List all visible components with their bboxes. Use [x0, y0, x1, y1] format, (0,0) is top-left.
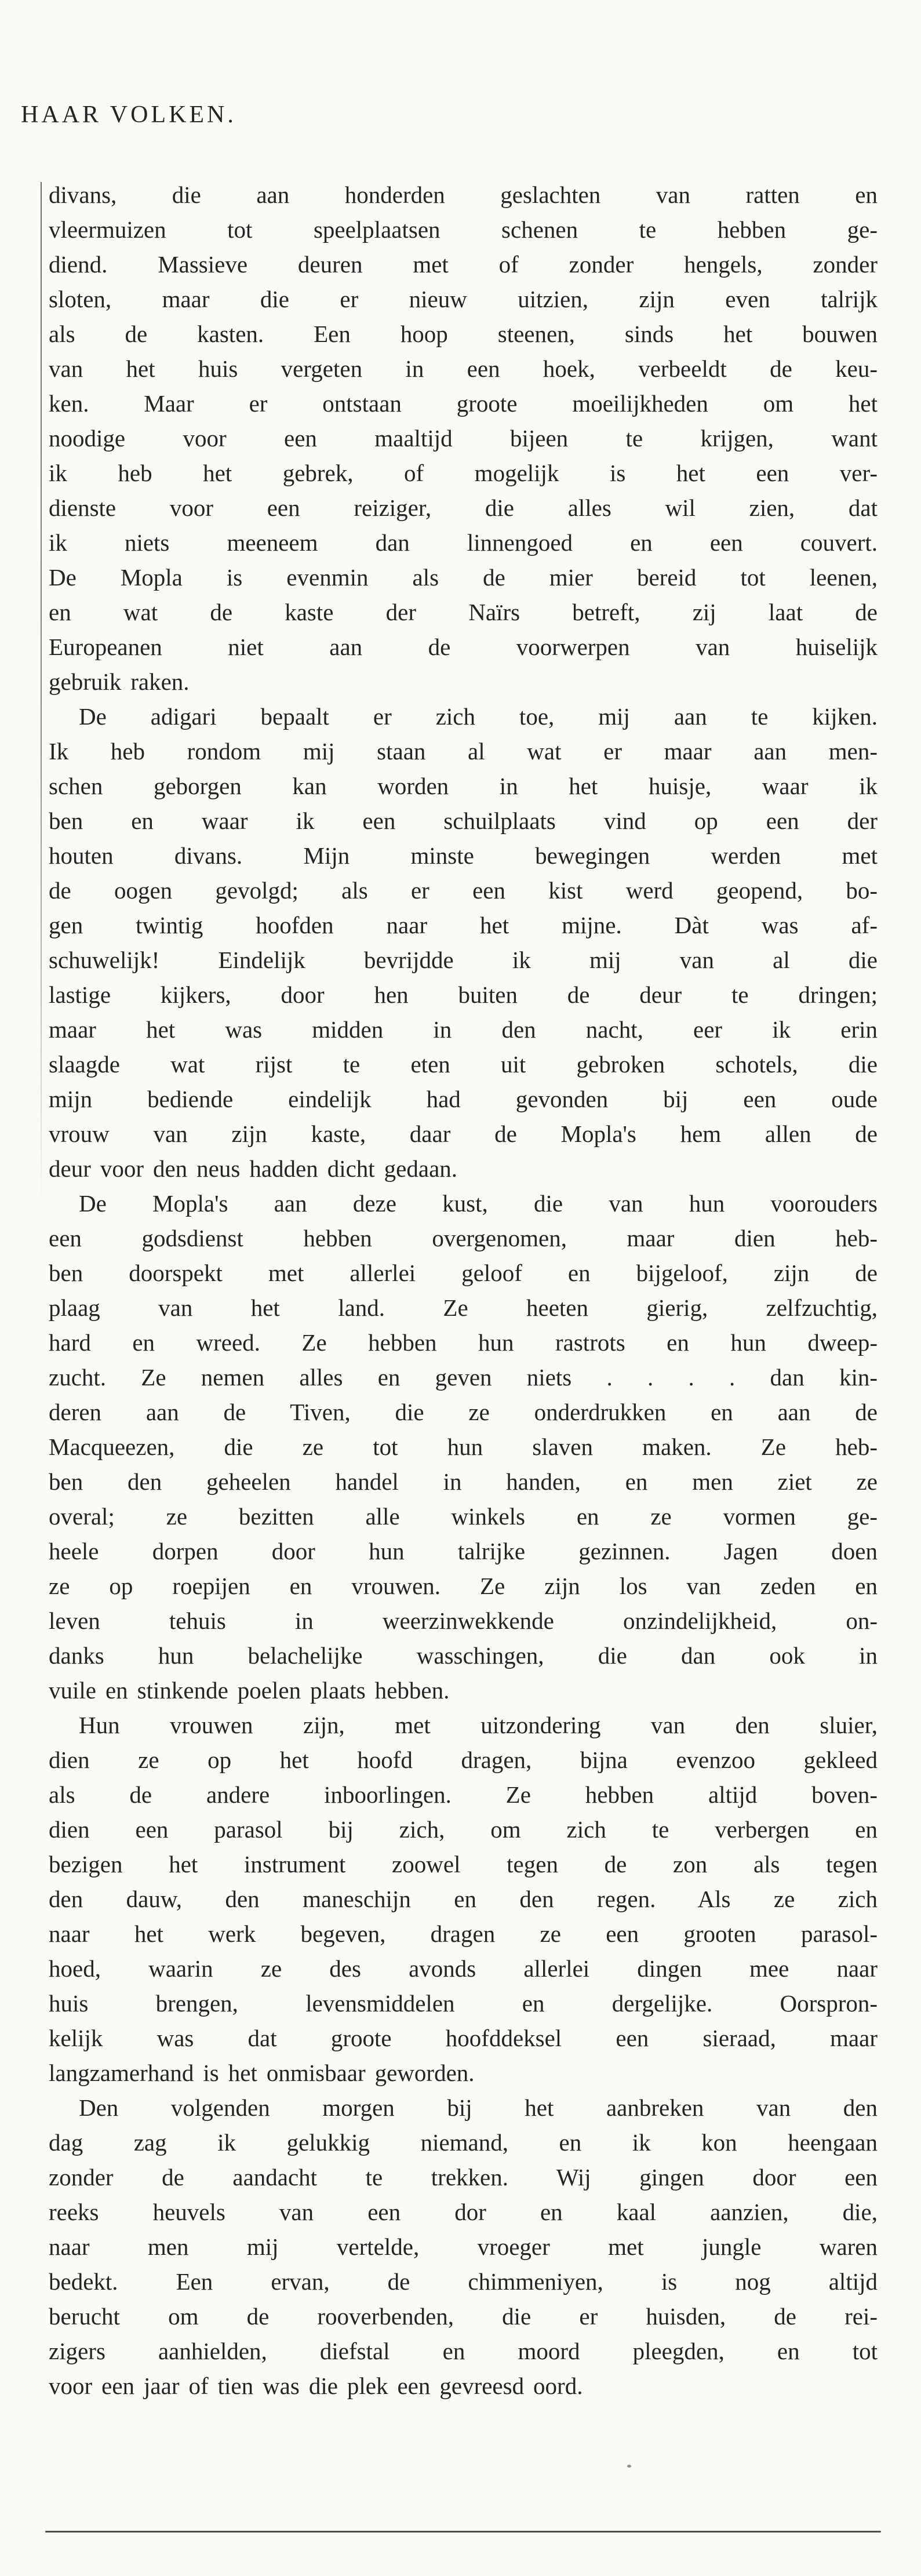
text-line: overal; ze bezitten alle winkels en ze vormen ge-: [49, 1503, 878, 1530]
paragraph: [49, 1708, 878, 2090]
bottom-edge-line: [45, 2531, 881, 2533]
text-line: de oogen gevolgd; als er een kist werd geopend, bo-: [49, 877, 878, 904]
text-line: leven tehuis in weerzinwekkende onzindelijkheid, on-: [49, 1607, 878, 1634]
text-line: kelijk was dat groote hoofddeksel een sieraad, maar: [49, 2025, 878, 2051]
paragraph: [49, 1186, 878, 1708]
text-line: reeks heuvels van een dor en kaal aanzien, die,: [49, 2199, 878, 2225]
text-line: De adigari bepaalt er zich toe, mij aan te kijken.: [79, 703, 878, 730]
text-line: diend. Massieve deuren met of zonder hengels, zonder: [49, 251, 878, 278]
paragraph: [49, 177, 878, 699]
text-line: van het huis vergeten in een hoek, verbeeldt de keu-: [49, 355, 878, 382]
text-line: ik niets meeneem dan linnengoed en een couvert.: [49, 529, 878, 556]
text-line: lastige kijkers, door hen buiten de deur te dringen;: [49, 981, 878, 1008]
text-line: ken. Maar er ontstaan groote moeilijkheden om het: [49, 390, 878, 417]
text-line: en wat de kaste der Naïrs betreft, zij laat de: [49, 599, 878, 625]
text-line: De Mopla is evenmin als de mier bereid tot leenen,: [49, 564, 878, 591]
paragraph: [49, 699, 878, 1186]
text-line: Ik heb rondom mij staan al wat er maar aan men-: [49, 738, 878, 765]
text-line: bedekt. Een ervan, de chimmeniyen, is nog altijd: [49, 2268, 878, 2295]
text-line: deren aan de Tiven, die ze onderdrukken en aan de: [49, 1399, 878, 1425]
text-line: ze op roepijen en vrouwen. Ze zijn los van zeden en: [49, 1573, 878, 1599]
text-line: Europeanen niet aan de voorwerpen van huiselijk: [49, 634, 878, 660]
text-line: schen geborgen kan worden in het huisje, waar ik: [49, 773, 878, 799]
text-line: gen twintig hoofden naar het mijne. Dàt was af-: [49, 912, 878, 938]
text-line: naar men mij vertelde, vroeger met jungle waren: [49, 2233, 878, 2260]
body-text: [49, 177, 878, 2403]
text-line: hoed, waarin ze des avonds allerlei dingen mee naar: [49, 1955, 878, 1982]
text-line: ik heb het gebrek, of mogelijk is het een ver-: [49, 460, 878, 486]
text-line: naar het werk begeven, dragen ze een grooten parasol-: [49, 1920, 878, 1947]
text-line: danks hun belachelijke wasschingen, die dan ook in: [49, 1642, 878, 1669]
text-line: Den volgenden morgen bij het aanbreken van den: [79, 2094, 878, 2121]
text-line: sloten, maar die er nieuw uitzien, zijn even talrijk: [49, 286, 878, 312]
text-line: vuile en stinkende poelen plaats hebben.: [49, 1677, 450, 1704]
text-line: De Mopla's aan deze kust, die van hun voorouders: [79, 1190, 878, 1217]
text-line: zigers aanhielden, diefstal en moord pleegden, en tot: [49, 2338, 878, 2364]
text-line: Macqueezen, die ze tot hun slaven maken. Ze heb-: [49, 1433, 878, 1460]
text-line: divans, die aan honderden geslachten van ratten en: [49, 181, 878, 208]
text-line: houten divans. Mijn minste bewegingen werden met: [49, 842, 878, 869]
text-line: hard en wreed. Ze hebben hun rastrots en hun dweep-: [49, 1329, 878, 1356]
text-line: ben den geheelen handel in handen, en men ziet ze: [49, 1468, 878, 1495]
text-line: den dauw, den maneschijn en den regen. Als ze zich: [49, 1886, 878, 1912]
text-line: vrouw van zijn kaste, daar de Mopla's hem allen de: [49, 1120, 878, 1147]
paragraph: [49, 2090, 878, 2403]
text-line: plaag van het land. Ze heeten gierig, zelfzuchtig,: [49, 1294, 878, 1321]
text-line: als de kasten. Een hoop steenen, sinds het bouwen: [49, 321, 878, 347]
text-line: voor een jaar of tien was die plek een gevreesd oord.: [49, 2373, 583, 2399]
page-header: HAAR VOLKEN.: [21, 101, 236, 128]
text-line: als de andere inboorlingen. Ze hebben altijd boven-: [49, 1781, 878, 1808]
text-line: dien ze op het hoofd dragen, bijna evenzoo gekleed: [49, 1747, 878, 1773]
text-line: zucht. Ze nemen alles en geven niets . . . . dan kin-: [49, 1364, 878, 1391]
text-line: dag zag ik gelukkig niemand, en ik kon heengaan: [49, 2129, 878, 2156]
text-line: mijn bediende eindelijk had gevonden bij een oude: [49, 1086, 878, 1112]
text-line: huis brengen, levensmiddelen en dergelijke. Oorspron-: [49, 1990, 878, 2017]
text-line: ben en waar ik een schuilplaats vind op een der: [49, 807, 878, 834]
text-line: Hun vrouwen zijn, met uitzondering van den sluier,: [79, 1712, 878, 1738]
text-line: vleermuizen tot speelplaatsen schenen te hebben ge-: [49, 216, 878, 243]
text-line: langzamerhand is het onmisbaar geworden.: [49, 2060, 475, 2086]
text-line: schuwelijk! Eindelijk bevrijdde ik mij van al die: [49, 947, 878, 973]
text-line: ben doorspekt met allerlei geloof en bijgeloof, zijn de: [49, 1260, 878, 1286]
text-line: gebruik raken.: [49, 668, 190, 695]
text-line: maar het was midden in den nacht, eer ik erin: [49, 1016, 878, 1043]
text-line: berucht om de rooverbenden, die er huisden, de rei-: [49, 2303, 878, 2330]
text-line: een godsdienst hebben overgenomen, maar dien heb-: [49, 1225, 878, 1251]
text-line: noodige voor een maaltijd bijeen te krijgen, want: [49, 425, 878, 452]
text-line: dien een parasol bij zich, om zich te verbergen en: [49, 1816, 878, 1843]
scan-speck: [627, 2465, 631, 2468]
text-line: heele dorpen door hun talrijke gezinnen. Jagen doen: [49, 1538, 878, 1564]
left-margin-rule: [41, 182, 42, 1202]
text-line: zonder de aandacht te trekken. Wij gingen door een: [49, 2164, 878, 2191]
text-line: bezigen het instrument zoowel tegen de zon als tegen: [49, 1851, 878, 1878]
text-line: deur voor den neus hadden dicht gedaan.: [49, 1155, 458, 1182]
text-line: dienste voor een reiziger, die alles wil zien, dat: [49, 494, 878, 521]
text-line: slaagde wat rijst te eten uit gebroken schotels, die: [49, 1051, 878, 1078]
